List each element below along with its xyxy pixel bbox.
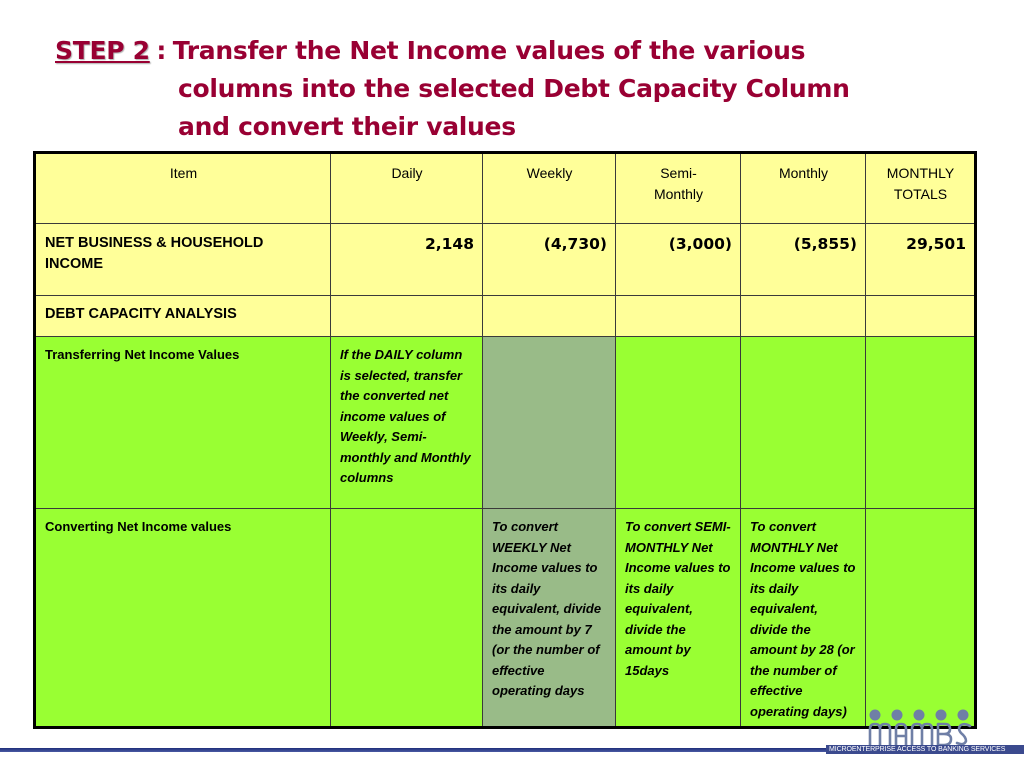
table-cell bbox=[483, 296, 616, 337]
net-income-daily: 2,148 bbox=[331, 224, 483, 296]
mabs-logo bbox=[866, 707, 976, 749]
footer-tagline: MICROENTERPRISE ACCESS TO BANKING SERVICES bbox=[829, 746, 1006, 753]
convert-semi-monthly-note: To convert SEMI-MONTHLY Net Income values to its daily equivalent, divide the amount by 15days bbox=[616, 509, 741, 728]
debt-capacity-table bbox=[33, 151, 977, 729]
title-line-2: columns into the selected Debt Capacity Column bbox=[178, 74, 850, 103]
transfer-daily-note: If the DAILY column is selected, transfer the converted net income values of Weekly, Semi-monthly and Monthly columns bbox=[331, 337, 483, 509]
net-income-semi-monthly: (3,000) bbox=[616, 224, 741, 296]
logo-dot-icon bbox=[914, 710, 925, 721]
convert-weekly-note: To convert WEEKLY Net Income values to its daily equivalent, divide the amount by 7 (or the number of effective operating days bbox=[483, 509, 616, 728]
transfer-weekly-cell bbox=[483, 337, 616, 509]
title-line-3: and convert their values bbox=[178, 112, 516, 141]
header-semi-monthly: Semi- Monthly bbox=[616, 153, 741, 224]
table-cell bbox=[616, 296, 741, 337]
net-income-weekly: (4,730) bbox=[483, 224, 616, 296]
header-item: Item bbox=[35, 153, 331, 224]
logo-dot-icon bbox=[958, 710, 969, 721]
table-cell bbox=[741, 337, 866, 509]
step-label: STEP 2 bbox=[55, 36, 150, 65]
table-cell bbox=[866, 296, 976, 337]
table-row-convert bbox=[35, 509, 976, 728]
convert-monthly-note: To convert MONTHLY Net Income values to its daily equivalent, divide the amount by 28 (or the number of effective operating days) bbox=[741, 509, 866, 728]
logo-dot-icon bbox=[936, 710, 947, 721]
transfer-label: Transferring Net Income Values bbox=[35, 337, 331, 509]
table-row-debt-capacity bbox=[35, 296, 976, 337]
logo-dot-icon bbox=[870, 710, 881, 721]
logo-dot-icon bbox=[892, 710, 903, 721]
table-row-net-income bbox=[35, 224, 976, 296]
logo-lettering bbox=[870, 724, 970, 745]
net-income-label: NET BUSINESS & HOUSEHOLD INCOME bbox=[35, 224, 331, 296]
header-daily: Daily bbox=[331, 153, 483, 224]
table-cell bbox=[331, 296, 483, 337]
slide-title bbox=[55, 32, 955, 146]
table-cell bbox=[331, 509, 483, 728]
table-row-transfer bbox=[35, 337, 976, 509]
net-income-monthly-totals: 29,501 bbox=[866, 224, 976, 296]
convert-label: Converting Net Income values bbox=[35, 509, 331, 728]
debt-capacity-label: DEBT CAPACITY ANALYSIS bbox=[35, 296, 331, 337]
header-monthly-totals: MONTHLY TOTALS bbox=[866, 153, 976, 224]
table-cell bbox=[866, 509, 976, 728]
header-monthly: Monthly bbox=[741, 153, 866, 224]
table-cell bbox=[616, 337, 741, 509]
table-cell bbox=[866, 337, 976, 509]
table-header-row bbox=[35, 153, 976, 224]
title-line-1: Transfer the Net Income values of the various bbox=[172, 36, 806, 65]
header-weekly: Weekly bbox=[483, 153, 616, 224]
title-colon: : bbox=[156, 36, 167, 65]
footer-bar bbox=[0, 748, 826, 752]
table-cell bbox=[741, 296, 866, 337]
net-income-monthly: (5,855) bbox=[741, 224, 866, 296]
